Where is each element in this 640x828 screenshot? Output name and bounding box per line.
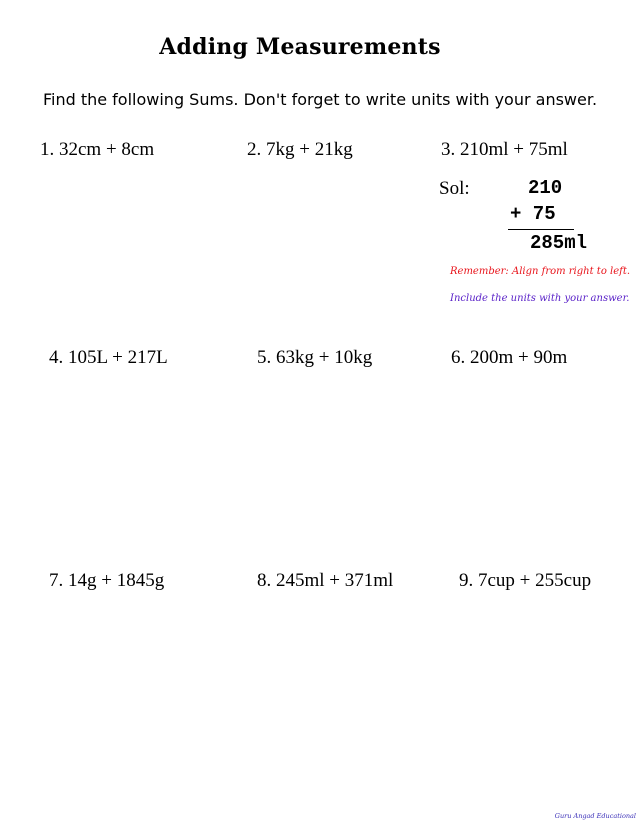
solution-addend-2: + 75 [510,203,556,225]
problem-5: 5. 63kg + 10kg [257,347,373,368]
problem-9: 9. 7cup + 255cup [459,570,592,591]
solution-label: Sol: [439,178,470,199]
include-units-note: Include the units with your answer. [450,293,630,304]
worksheet-title: Adding Measurements [159,34,441,60]
solution-rule [508,229,574,230]
remember-note: Remember: Align from right to left. [450,266,631,277]
problem-6: 6. 200m + 90m [451,347,568,368]
solution-answer: 285ml [530,232,588,254]
instructions: Find the following Sums. Don't forget to write units with your answer. [42,90,598,109]
solution-addend-1: 210 [528,177,563,199]
problem-2: 2. 7kg + 21kg [247,139,353,160]
problem-7: 7. 14g + 1845g [49,570,165,591]
problem-4: 4. 105L + 217L [49,347,168,368]
footer-credit: Guru Angad Educational [554,812,636,820]
problem-1: 1. 32cm + 8cm [40,139,155,160]
problem-3: 3. 210ml + 75ml [441,139,568,160]
problem-8: 8. 245ml + 371ml [257,570,394,591]
